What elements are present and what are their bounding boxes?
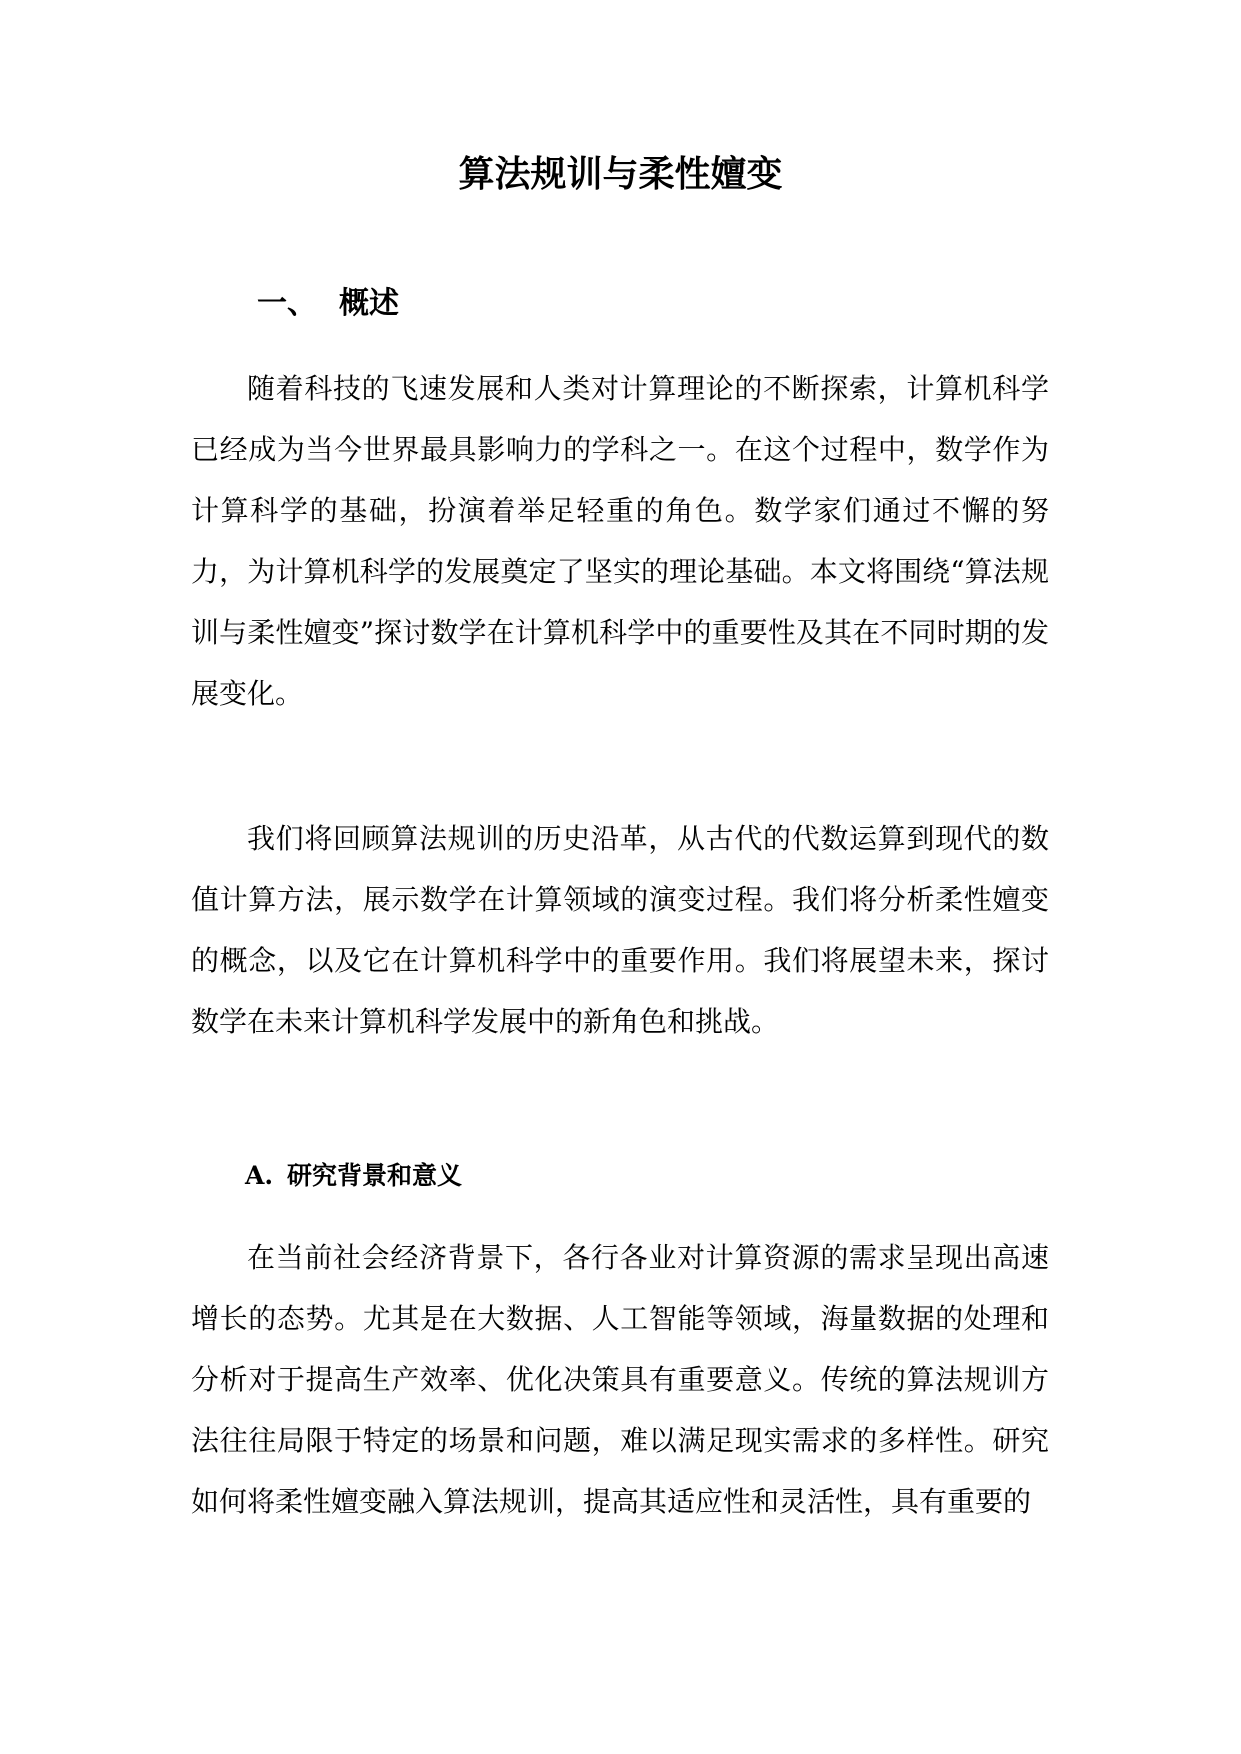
background-paragraph: 在当前社会经济背景下，各行各业对计算资源的需求呈现出高速增长的态势。尤其是在大数据、人工智能等领域，海量数据的处理和分析对于提高生产效率、优化决策具有重要意义。传统的算法规训方法往往局限于特定的场景和问题，难以满足现实需求的多样性。研究如何将柔性嬗变融入算法规训，提高其适应性和灵活性，具有重要的 xyxy=(191,1241,1049,1518)
overview-paragraph-2: 我们将回顾算法规训的历史沿革，从古代的代数运算到现代的数值计算方法，展示数学在计算领域的演变过程。我们将分析柔性嬗变的概念，以及它在计算机科学中的重要作用。我们将展望未来，探讨数学在未来计算机科学发展中的新角色和挑战。 xyxy=(191,822,1049,1038)
section-heading-overview xyxy=(257,282,399,326)
subsection-title: 研究背景和意义 xyxy=(287,1161,463,1190)
subsection-heading-background xyxy=(245,1156,462,1196)
section-number: 一、 xyxy=(257,286,317,321)
section-title: 概述 xyxy=(339,286,399,321)
subsection-letter: A. xyxy=(245,1161,274,1190)
document-title: 算法规训与柔性嬗变 xyxy=(458,154,783,195)
overview-paragraph-1: 随着科技的飞速发展和人类对计算理论的不断探索，计算机科学已经成为当今世界最具影响力的学科之一。在这个过程中，数学作为计算科学的基础，扮演着举足轻重的角色。数学家们通过不懈的努力，为计算机科学的发展奠定了坚实的理论基础。本文将围绕“算法规训与柔性嬗变”探讨数学在计算机科学中的重要性及其在不同时期的发展变化。 xyxy=(191,372,1049,710)
